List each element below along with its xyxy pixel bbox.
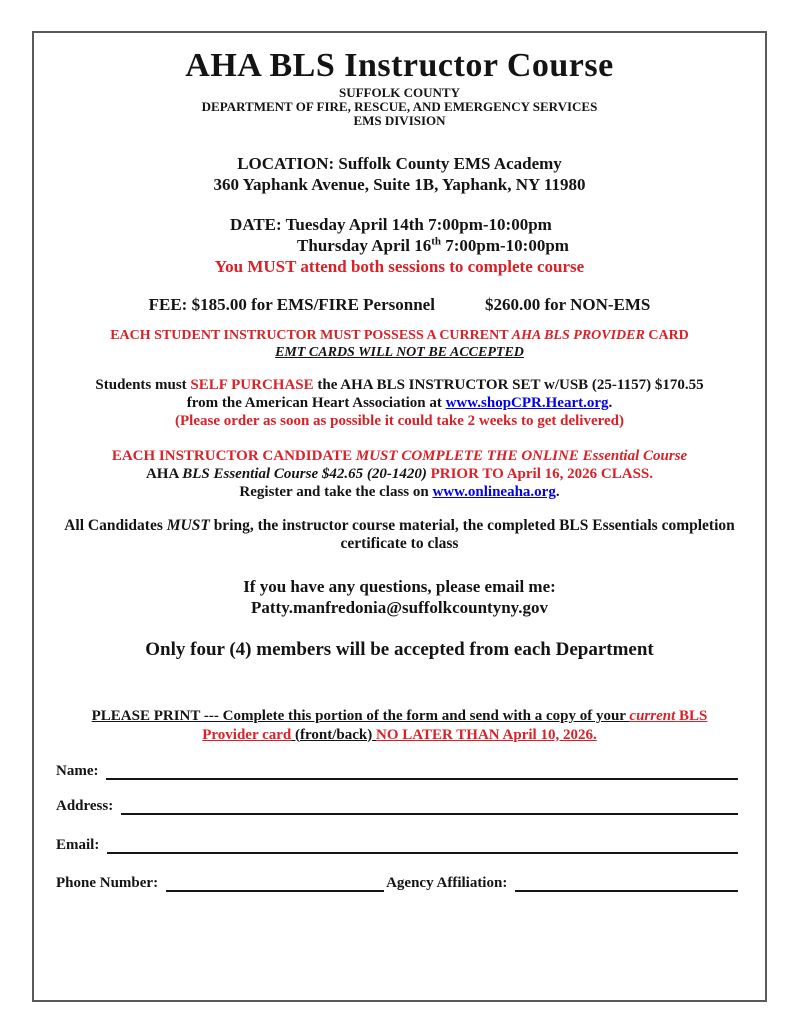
- org-line-county: SUFFOLK COUNTY: [339, 85, 460, 100]
- purchase-block: [34, 376, 765, 430]
- purchase-item: the AHA BLS INSTRUCTOR SET w/USB (25-1157) $170.55: [313, 377, 704, 393]
- date-line-2-superscript: th: [431, 235, 441, 248]
- bring-text-end: bring, the instructor course material, the completed BLS Essentials completion certificate to class: [209, 517, 735, 552]
- fee-non-ems: $260.00 for NON-EMS: [484, 295, 651, 314]
- provider-requirement-line: [34, 327, 765, 344]
- phone-agency-row: [56, 874, 738, 892]
- email-field-line: [107, 838, 738, 854]
- register-period: .: [555, 484, 560, 500]
- registration-form: [56, 762, 738, 892]
- purchase-source-text: from the American Heart Association at: [186, 395, 446, 411]
- requirement-text-end: CARD: [644, 328, 689, 343]
- purchase-line-1: [34, 376, 765, 394]
- capacity-note: Only four (4) members will be accepted from each Department: [145, 639, 654, 660]
- document-page: [32, 31, 767, 1002]
- essentials-line-1: [34, 447, 765, 465]
- shopcpr-link[interactable]: www.shopCPR.Heart.org: [445, 395, 609, 411]
- purchase-period: .: [608, 395, 613, 411]
- requirement-card-name: AHA BLS PROVIDER: [511, 328, 645, 343]
- requirement-text: EACH STUDENT INSTRUCTOR MUST POSSESS A CURRENT: [110, 328, 512, 343]
- purchase-line-2: [34, 394, 765, 412]
- must-complete-emphasis: MUST COMPLETE THE ONLINE Essential Course: [355, 448, 688, 464]
- purchase-text: Students must: [95, 377, 191, 393]
- contact-prompt: If you have any questions, please email me:: [243, 577, 556, 596]
- location-line: LOCATION: Suffolk County EMS Academy: [237, 154, 562, 173]
- date-line-1: DATE: Tuesday April 14th 7:00pm-10:00pm: [230, 215, 552, 234]
- org-header: [34, 86, 765, 128]
- contact-block: [34, 576, 765, 618]
- aha-text: AHA: [145, 466, 183, 482]
- date-line-2-time: 7:00pm-10:00pm: [440, 236, 569, 255]
- must-emphasis: MUST: [166, 517, 210, 534]
- register-text: Register and take the class on: [239, 484, 433, 500]
- fee-ems: FEE: $185.00 for EMS/FIRE Personnel: [148, 295, 435, 314]
- self-purchase-emphasis: SELF PURCHASE: [190, 377, 314, 393]
- emt-cards-warning: EMT CARDS WILL NOT BE ACCEPTED: [275, 345, 524, 360]
- date-line-2-text: Thursday April 16: [297, 236, 432, 255]
- form-instructions: [34, 707, 765, 744]
- location-address: 360 Yaphank Avenue, Suite 1B, Yaphank, NY 11980: [213, 175, 586, 194]
- instructions-text: --- Complete this portion of the form and send with a copy of your: [200, 708, 630, 724]
- email-label: Email:: [56, 837, 100, 853]
- bring-text-start: All Candidates: [64, 517, 167, 534]
- agency-label: Agency Affiliation:: [386, 875, 508, 891]
- phone-label: Phone Number:: [56, 875, 159, 891]
- name-field-line: [106, 764, 738, 780]
- name-row: [56, 762, 738, 780]
- provider-requirement-block: [34, 327, 765, 361]
- please-print-label: PLEASE PRINT: [91, 708, 201, 724]
- order-early-note: (Please order as soon as possible it could take 2 weeks to get delivered): [175, 413, 624, 429]
- onlineaha-link[interactable]: www.onlineaha.org: [432, 484, 556, 500]
- deadline-text: NO LATER THAN April 10, 2026.: [376, 726, 597, 743]
- name-label: Name:: [56, 763, 99, 779]
- date-block: [34, 214, 765, 256]
- essentials-line-2: [34, 465, 765, 483]
- essential-course-detail: BLS Essential Course $42.65 (20-1420): [182, 466, 427, 482]
- fee-line: [34, 294, 765, 315]
- agency-field-line: [515, 876, 738, 892]
- org-line-division: EMS DIVISION: [353, 113, 446, 128]
- date-line-2: [297, 235, 569, 256]
- prior-to-deadline: PRIOR TO April 16, 2026 CLASS.: [430, 466, 654, 482]
- org-line-department: DEPARTMENT OF FIRE, RESCUE, AND EMERGENCY SERVICES: [201, 99, 598, 114]
- location-block: [34, 153, 765, 195]
- contact-email: Patty.manfredonia@suffolkcountyny.gov: [251, 598, 548, 617]
- bls-provider-card-text: BLS Provider card: [202, 708, 708, 743]
- attendance-warning: You MUST attend both sessions to complete course: [214, 257, 585, 276]
- candidate-text: EACH INSTRUCTOR CANDIDATE: [111, 448, 356, 464]
- address-label: Address:: [56, 798, 114, 814]
- essentials-line-3: [34, 483, 765, 501]
- essentials-block: [34, 447, 765, 501]
- current-emphasis: current: [629, 708, 676, 724]
- bring-requirements: [34, 517, 765, 553]
- course-title: AHA BLS Instructor Course: [185, 47, 614, 84]
- address-row: [56, 797, 738, 815]
- front-back-text: (front/back): [291, 726, 376, 743]
- address-field-line: [121, 799, 738, 815]
- email-row: [56, 836, 738, 854]
- phone-field-line: [166, 876, 384, 892]
